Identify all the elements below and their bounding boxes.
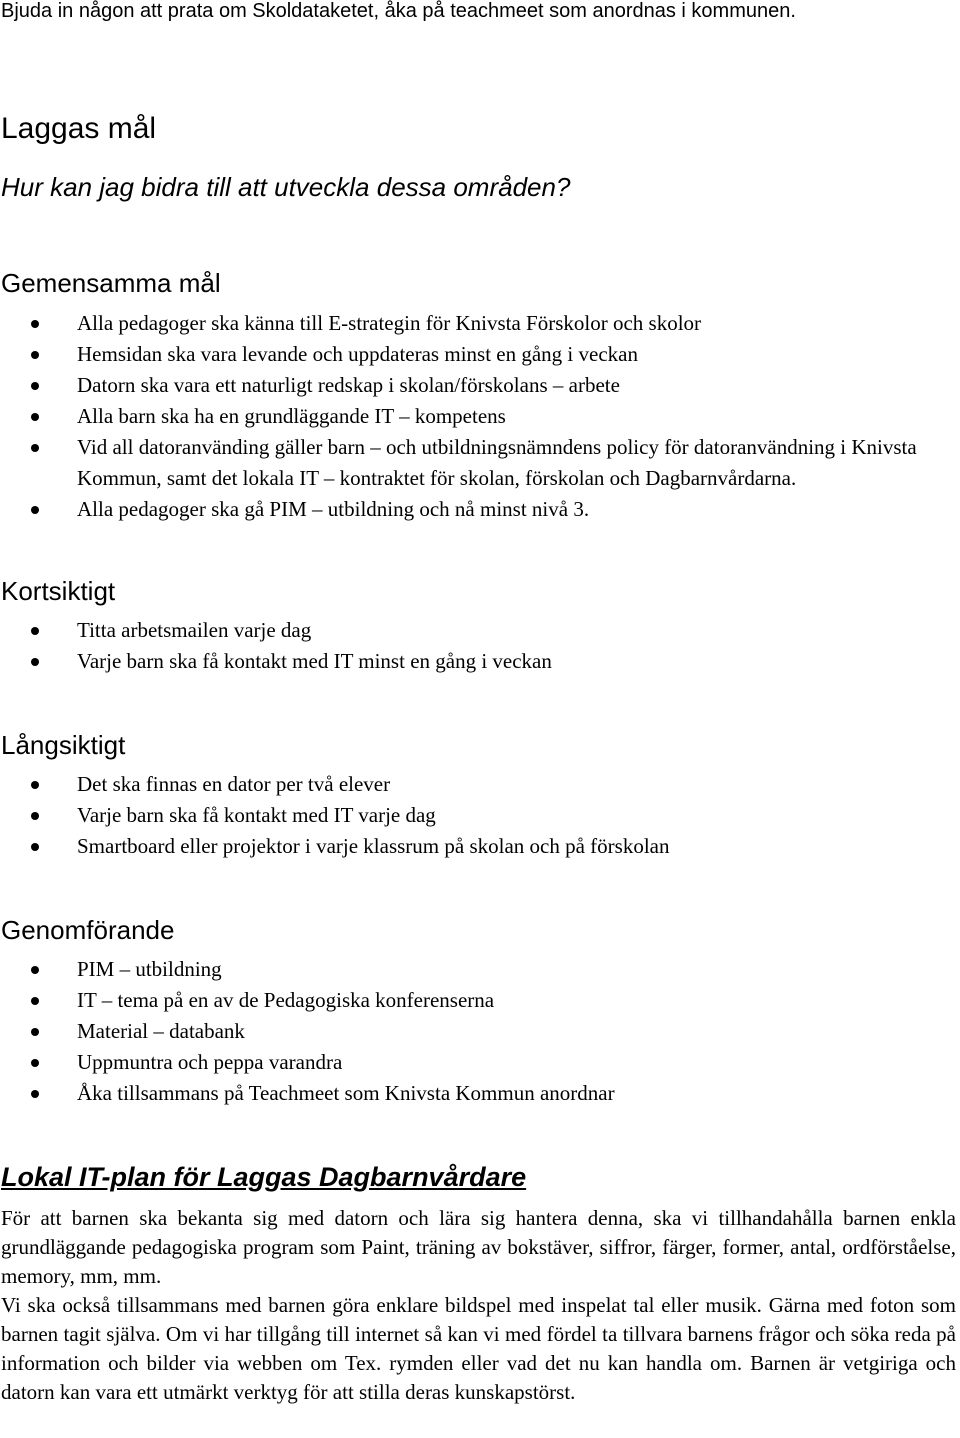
list-item: Det ska finnas en dator per två elever [0,769,930,800]
bullet-icon [31,997,39,1005]
list-item: Titta arbetsmailen varje dag [0,615,930,646]
list-item: Material – databank [0,1016,930,1047]
list-item: Uppmuntra och peppa varandra [0,1047,930,1078]
intro-text: Bjuda in någon att prata om Skoldataketet, åka på teachmeet som anordnas i kommunen. [1,0,796,22]
bullet-icon [31,781,39,789]
list-item: Datorn ska vara ett naturligt redskap i skolan/förskolans – arbete [0,370,930,401]
list-genomforande [0,954,930,1109]
section-heading-langsiktigt: Långsiktigt [1,730,126,760]
section-heading-kortsiktigt: Kortsiktigt [1,576,116,606]
paragraph: För att barnen ska bekanta sig med datorn och lära sig hantera denna, ska vi tillhandahålla barnen enkla grundläggande pedagogiska program som Paint, träning av bokstäver, siffror, färger, former, antal, ordförståelse, memory, mm, mm. [1,1206,956,1288]
bullet-icon [31,658,39,666]
bullet-icon [31,1059,39,1067]
list-item: Alla barn ska ha en grundläggande IT – kompetens [0,401,930,432]
lokal-body [1,1204,956,1407]
section-heading-genomforande: Genomförande [1,915,175,945]
list-item: Varje barn ska få kontakt med IT minst en gång i veckan [0,646,930,677]
bullet-icon [31,1028,39,1036]
page-question: Hur kan jag bidra till att utveckla dessa områden? [1,172,571,202]
paragraph: Vi ska också tillsammans med barnen göra enklare bildspel med inspelat tal eller musik. Gärna med foton som barnen tagit själva. Om vi har tillgång till internet så kan vi med fördel ta tillvara barnens frågor och söka reda på information och bilder via webben om Tex. rymden eller vad det nu kan handla om. Barnen är vetgiriga och datorn kan vara ett utmärkt verktyg för att stilla deras kunskapstörst. [1,1293,956,1404]
bullet-icon [31,320,39,328]
bullet-icon [31,413,39,421]
list-item: Hemsidan ska vara levande och uppdateras minst en gång i veckan [0,339,930,370]
list-item: Alla pedagoger ska gå PIM – utbildning och nå minst nivå 3. [0,494,930,525]
bullet-icon [31,843,39,851]
section-heading-gemensamma: Gemensamma mål [1,268,221,298]
bullet-icon [31,506,39,514]
bullet-icon [31,966,39,974]
bullet-icon [31,1090,39,1098]
lokal-heading: Lokal IT-plan för Laggas Dagbarnvårdare [1,1162,527,1192]
bullet-icon [31,812,39,820]
list-item: Vid all datoranvänding gäller barn – och utbildningsnämndens policy för datoranvändning i Knivsta Kommun, samt det lokala IT – kontraktet för skolan, förskolan och Dagbarnvårdarna. [0,432,930,494]
bullet-icon [31,444,39,452]
list-item: IT – tema på en av de Pedagogiska konferenserna [0,985,930,1016]
list-item: Smartboard eller projektor i varje klassrum på skolan och på förskolan [0,831,930,862]
list-langsiktigt [0,769,930,862]
list-item: PIM – utbildning [0,954,930,985]
list-item: Varje barn ska få kontakt med IT varje dag [0,800,930,831]
page-title: Laggas mål [1,112,157,145]
list-item: Alla pedagoger ska känna till E-strategin för Knivsta Förskolor och skolor [0,308,930,339]
list-kortsiktigt [0,615,930,677]
bullet-icon [31,382,39,390]
list-item: Åka tillsammans på Teachmeet som Knivsta Kommun anordnar [0,1078,930,1109]
bullet-icon [31,351,39,359]
bullet-icon [31,627,39,635]
list-gemensamma [0,308,930,525]
